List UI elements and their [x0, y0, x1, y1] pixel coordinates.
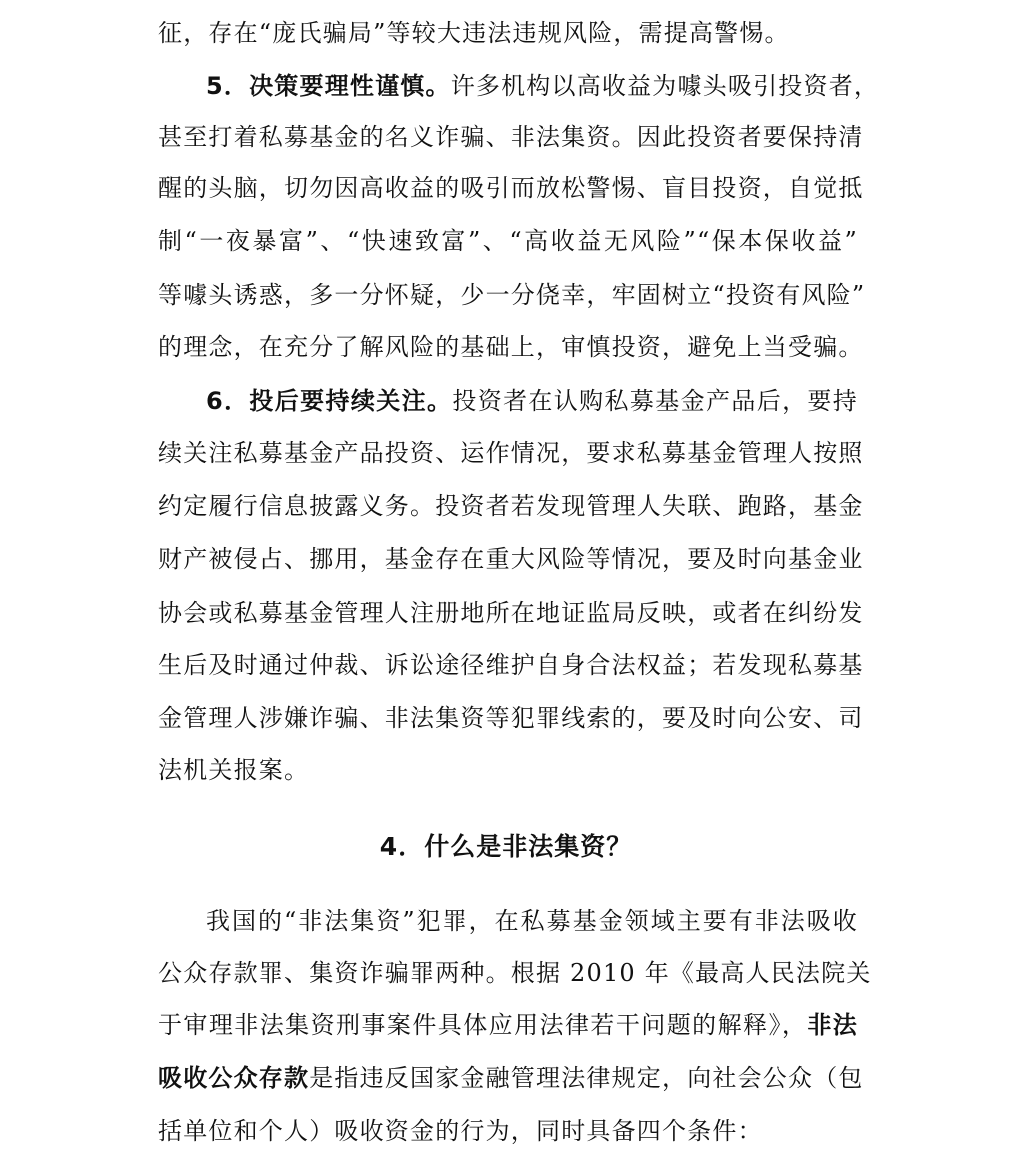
section-4-line-5: [158, 1106, 858, 1156]
item-5-line-3: [158, 163, 864, 213]
section-4-line-3: [158, 1000, 858, 1050]
text-span: 生后及时通过仲裁、诉讼途径维护自身合法权益；若发现私募基: [158, 651, 864, 679]
text-span: 法机关报案。: [158, 756, 310, 784]
item-6-line-3: [158, 481, 864, 531]
text-span: 财产被侵占、挪用，基金存在重大风险等情况，要及时向基金业: [158, 545, 864, 573]
bold-term: 非法: [807, 1011, 858, 1039]
item-6-line-2: [158, 428, 864, 478]
item-5-line-6: [158, 322, 864, 372]
section-heading: 4．什么是非法集资？: [379, 832, 633, 861]
text-span: 是指违反国家金融管理法律规定，向社会公众（包: [309, 1064, 864, 1092]
text-span: 甚至打着私募基金的名义诈骗、非法集资。因此投资者要保持清: [158, 123, 864, 151]
item-5-line-1: [206, 61, 880, 111]
section-4-line-2: [158, 948, 872, 998]
paragraph-line: [158, 8, 858, 58]
item-6-line-1: [206, 376, 858, 426]
item-6-title: 6．投后要持续关注。: [206, 387, 453, 415]
text-span: 金管理人涉嫌诈骗、非法集资等犯罪线索的，要及时向公安、司: [158, 704, 864, 732]
text-span: 投资者在认购私募基金产品后，要持: [452, 387, 858, 415]
item-5-line-5: [158, 270, 866, 320]
text-span: 等噱头诱惑，多一分怀疑，少一分侥幸，牢固树立“投资有风险”: [158, 281, 866, 309]
section-4-line-1: [206, 896, 858, 946]
text-span: 醒的头脑，切勿因高收益的吸引而放松警惕、盲目投资，自觉抵: [158, 174, 864, 202]
item-6-line-5: [158, 588, 864, 638]
text-span: 制“一夜暴富”、“快速致富”、“高收益无风险”“保本保收益”: [158, 227, 858, 255]
item-5-title: 5．决策要理性谨慎。: [206, 72, 451, 100]
item-6-line-7: [158, 693, 864, 743]
text-span: 续关注私募基金产品投资、运作情况，要求私募基金管理人按照: [158, 439, 864, 467]
text-span: 约定履行信息披露义务。投资者若发现管理人失联、跑路，基金: [158, 492, 864, 520]
bold-term: 吸收公众存款: [158, 1064, 310, 1092]
text-span: 许多机构以高收益为噱头吸引投资者，: [450, 72, 880, 100]
item-5-line-2: [158, 112, 864, 162]
text-span: 括单位和个人）吸收资金的行为，同时具备四个条件：: [158, 1117, 763, 1145]
item-5-line-4: [158, 216, 858, 266]
text-span: 于审理非法集资刑事案件具体应用法律若干问题的解释》，: [158, 1011, 808, 1039]
text-span: 公众存款罪、集资诈骗罪两种。根据 2010 年《最高人民法院关: [158, 959, 872, 987]
item-6-line-4: [158, 534, 864, 584]
text-span: 的理念，在充分了解风险的基础上，审慎投资，避免上当受骗。: [158, 333, 864, 361]
text-span: 征，存在“庞氏骗局”等较大违法违规风险，需提高警惕。: [158, 19, 790, 47]
text-span: 协会或私募基金管理人注册地所在地证监局反映，或者在纠纷发: [158, 599, 864, 627]
section-4-line-4: [158, 1053, 864, 1103]
item-6-line-8: [158, 745, 858, 795]
text-span: 我国的“非法集资”犯罪，在私募基金领域主要有非法吸收: [206, 907, 858, 935]
item-6-line-6: [158, 640, 864, 690]
